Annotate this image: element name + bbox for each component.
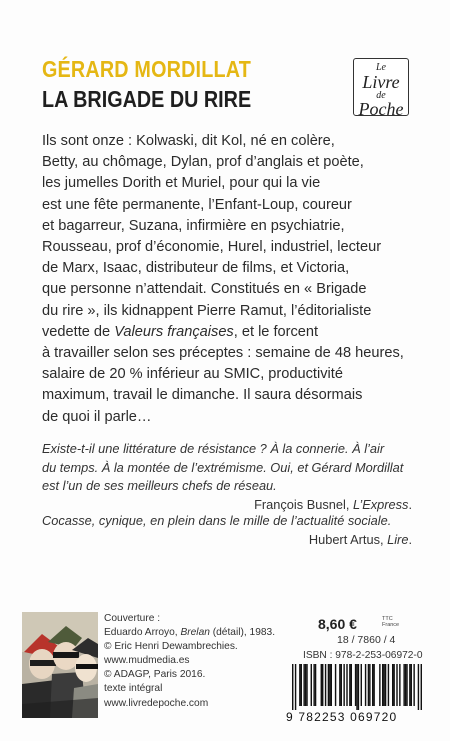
- barcode-bar: [392, 664, 393, 706]
- barcode-bar: [313, 664, 314, 706]
- synopsis-line: Betty, au chômage, Dylan, prof d’anglais et poète,: [42, 154, 364, 171]
- quote-line: du temps. À la montée de l’extrémisme. Oui, et Gérard Mordillat: [42, 459, 404, 475]
- logo-line-1: Le: [376, 62, 386, 73]
- publisher-code: 18 / 7860 / 4: [337, 634, 396, 646]
- barcode-bar: [346, 664, 347, 706]
- barcode-bar: [368, 664, 369, 706]
- barcode-bar: [385, 664, 386, 706]
- barcode-bar: [325, 664, 326, 706]
- barcode-bar: [349, 664, 350, 706]
- synopsis-line: maximum, travail le dimanche. Il saura désormais: [42, 387, 363, 404]
- magazine-title: Valeurs françaises: [114, 323, 234, 340]
- isbn: ISBN : 978-2-253-06972-0: [303, 650, 423, 661]
- barcode-bar: [373, 664, 374, 706]
- credit-artwork-title: Brelan: [180, 627, 210, 639]
- barcode-bar: [292, 664, 293, 710]
- credit-line: texte intégral: [104, 683, 163, 695]
- barcode-bar: [305, 664, 306, 706]
- barcode-bar: [411, 664, 412, 706]
- quote-source: [42, 531, 412, 550]
- barcode-bar: [322, 664, 323, 706]
- barcode-bar: [418, 664, 419, 710]
- press-quote-lexpress: [42, 440, 412, 514]
- barcode-bar: [406, 664, 407, 706]
- barcode-bar: [393, 664, 394, 706]
- barcode-bar: [356, 664, 357, 710]
- barcode-bar: [383, 664, 384, 706]
- quote-publication: L’Express: [352, 496, 409, 512]
- credit-line: www.mudmedia.es: [104, 655, 190, 667]
- author-name: GÉRARD MORDILLAT: [42, 56, 251, 82]
- barcode-bar: [355, 664, 356, 706]
- quote-source-end: .: [408, 531, 412, 547]
- book-title: LA BRIGADE DU RIRE: [42, 86, 252, 112]
- barcode-bar: [421, 664, 422, 710]
- barcode-bar: [382, 664, 383, 706]
- barcode-bar: [306, 664, 307, 706]
- barcode-bar: [343, 664, 344, 706]
- synopsis-line: et bagarreur, Suzana, infirmière en psychiatrie,: [42, 217, 345, 234]
- credit-line: [104, 626, 275, 640]
- cover-artwork-thumbnail: [22, 612, 98, 718]
- barcode-bar: [413, 664, 414, 706]
- barcode-bar: [379, 664, 380, 706]
- quote-publication: Lire: [387, 531, 409, 547]
- livre-de-poche-logo: [353, 58, 409, 119]
- synopsis-line: Rousseau, prof d’économie, Hurel, industriel, lecteur: [42, 239, 382, 256]
- price: 8,60 €: [318, 616, 357, 632]
- credit-line: Couverture :: [104, 613, 161, 624]
- barcode-bar: [303, 664, 304, 706]
- barcode-bar: [331, 664, 332, 706]
- credit-artist: Eduardo Arroyo,: [104, 627, 181, 639]
- quote-line: est l’un de ses meilleurs chefs de réseau.: [42, 478, 277, 494]
- logo-line-2: Livre: [362, 72, 400, 92]
- barcode-bar: [328, 664, 329, 706]
- credit-line: www.livredepoche.com: [104, 697, 209, 709]
- barcode-bar: [315, 664, 316, 706]
- cover-credits: [104, 612, 275, 711]
- barcode-bar: [299, 664, 300, 706]
- press-quote-lire: [42, 512, 412, 549]
- synopsis-line: les jumelles Dorith et Muriel, pour qui la vie: [42, 175, 321, 192]
- barcode-bar: [409, 664, 410, 706]
- quote-source-end: .: [408, 496, 412, 512]
- synopsis-line: est une fête permanente, l’Enfant-Loup, coureur: [42, 196, 352, 213]
- barcode-bar: [365, 664, 366, 706]
- synopsis-line: salaire de 20 % inférieur au SMIC, productivité: [42, 366, 343, 383]
- barcode-number: 9 782253 069720: [286, 710, 398, 724]
- barcode-bar: [403, 664, 404, 706]
- price-tax-note: [382, 616, 399, 628]
- barcode-bar: [369, 664, 370, 706]
- synopsis-line: de quoi il parle…: [42, 408, 152, 425]
- barcode-bar: [399, 664, 400, 706]
- synopsis-text: , et le forcent: [233, 323, 319, 340]
- barcode-bar: [311, 664, 312, 706]
- barcode-bar: [339, 664, 340, 706]
- price-country-line: France: [382, 622, 400, 628]
- barcode-bar: [405, 664, 406, 706]
- synopsis-line: du rire », ils kidnappent Pierre Ramut, l’éditorialiste: [42, 302, 372, 319]
- barcode-bar: [358, 664, 359, 710]
- barcode-bar: [372, 664, 373, 706]
- barcode-bar: [361, 664, 362, 706]
- price-tax-line: TTC: [382, 616, 393, 622]
- quote-line: Existe-t-il une littérature de résistance ? À la connerie. À l’air: [42, 441, 385, 456]
- barcode-bar: [321, 664, 322, 706]
- synopsis-line: Ils sont onze : Kolwaski, dit Kol, né en colère,: [42, 133, 335, 149]
- logo-line-3: de: [376, 90, 386, 101]
- synopsis-line: que personne n’attendait. Constitués en « Brigade: [42, 281, 367, 298]
- logo-line-4: Poche: [358, 99, 404, 119]
- quote-author: François Busnel,: [254, 496, 353, 512]
- barcode-bar: [329, 664, 330, 706]
- barcode-bar: [351, 664, 352, 706]
- barcode-bar: [388, 664, 389, 706]
- synopsis-text: vedette de: [42, 323, 115, 340]
- barcode-bar: [335, 664, 336, 706]
- quote-line: Cocasse, cynique, en plein dans le mille de l’actualité sociale.: [42, 513, 392, 528]
- barcode-bar: [341, 664, 342, 706]
- synopsis-line: de Marx, Isaac, distributeur de films, et Victoria,: [42, 260, 350, 277]
- credit-line: © ADAGP, Paris 2016.: [104, 669, 206, 681]
- synopsis: [42, 131, 412, 428]
- synopsis-line: [42, 322, 412, 343]
- quote-author: Hubert Artus,: [308, 531, 388, 547]
- barcode-bar: [295, 664, 296, 710]
- synopsis-line: à travailler selon ses préceptes : semaine de 48 heures,: [42, 345, 404, 362]
- barcode-bar: [301, 664, 302, 706]
- credit-detail: (détail), 1983.: [209, 627, 276, 639]
- credit-line: © Eric Henri Dewambrechies.: [104, 641, 238, 653]
- barcode-bar: [396, 664, 397, 706]
